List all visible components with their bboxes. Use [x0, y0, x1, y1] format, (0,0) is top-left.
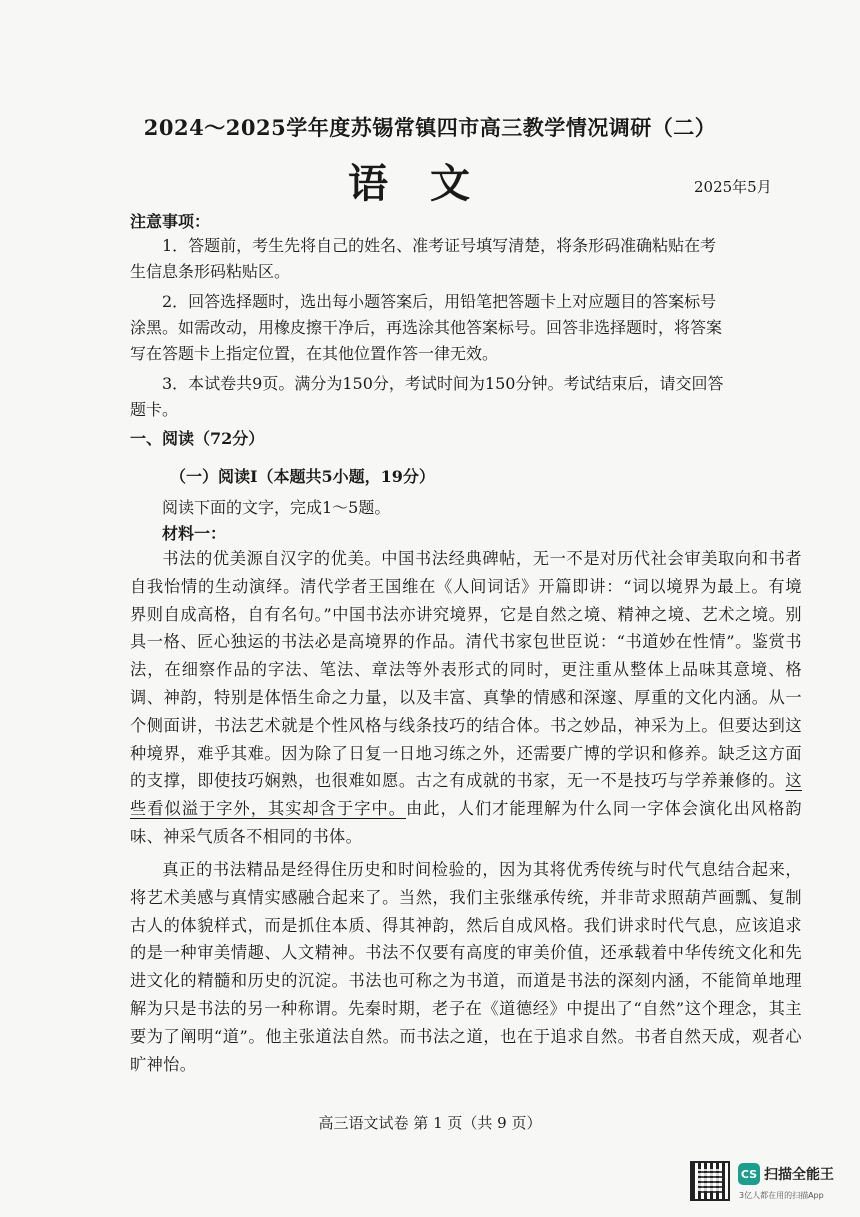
scanner-app-name: 扫描全能王	[764, 1167, 834, 1183]
notice-heading: 注意事项：	[130, 212, 211, 231]
passage-p1-ending: 由此，人们才能理解为什么同一字体会演化出风格韵味、神采气质各不相同的书体。	[130, 799, 802, 846]
notice-item-1: 1．答题前，考生先将自己的姓名、准考证号填写清楚，将条形码准确粘贴在考生信息条形码粘贴区。	[130, 236, 717, 281]
notice-item-3: 3．本试卷共9页。满分为150分，考试时间为150分钟。考试结束后，请交回答题卡。	[130, 374, 724, 419]
passage-paragraph-1	[130, 545, 802, 851]
notice-item-2: 2．回答选择题时，选出每小题答案后，用铅笔把答题卡上对应题目的答案标号涂黑。如需改动，用橡皮擦干净后，再选涂其他答案标号。回答非选择题时，将答案写在答题卡上指定位置，在其他位置作答一律无效。	[130, 292, 723, 363]
reading-instruction: 阅读下面的文字，完成1～5题。	[162, 498, 391, 517]
passage-paragraph-2: 真正的书法精品是经得住历史和时间检验的，因为其将优秀传统与时代气息结合起来，将艺术美感与真情实感融合起来了。当然，我们主张继承传统，并非苛求照葫芦画瓢、复制古人的体貌样式，而是抓住本质、得其神韵，然后自成风格。我们讲求时代气息，应该追求的是一种审美情趣、人文精神。书法不仅要有高度的审美价值，还承载着中华传统文化和先进文化的精髓和历史的沉淀。书法也可称之为书道，而道是书法的深刻内涵，不能简单地理解为只是书法的另一种称谓。先秦时期，老子在《道德经》中提出了“自然”这个理念，其主要为了阐明“道”。他主张道法自然。而书法之道，也在于追求自然。书者自然天成，观者心旷神怡。	[130, 860, 802, 1074]
scanner-tagline: 3亿人都在用的扫描App	[739, 1191, 824, 1200]
page-footer: 高三语文试卷 第 1 页（共 9 页）	[318, 1114, 542, 1132]
exam-date: 2025年5月	[694, 178, 772, 196]
camscanner-logo-icon: CS	[738, 1163, 760, 1185]
section-subtitle: （一）阅读Ⅰ（本题共5小题，19分）	[170, 467, 435, 486]
qr-code-icon	[690, 1161, 730, 1201]
underlined-sentence: 这些看似溢于字外，其实却含于字中。	[130, 771, 802, 819]
material-label: 材料一：	[162, 524, 227, 543]
subject-title: 语文	[348, 160, 512, 207]
section-title: 一、阅读（72分）	[130, 429, 265, 448]
exam-title: 2024～2025学年度苏锡常镇四市高三教学情况调研（二）	[143, 115, 717, 140]
passage-p1-text: 书法的优美源自汉字的优美。中国书法经典碑帖，无一不是对历代社会审美取向和书者自我怡情的生动演绎。清代学者王国维在《人间词话》开篇即讲：“词以境界为最上。有境界则自成高格，自有名句。”中国书法亦讲究境界，它是自然之境、精神之境、艺术之境。别具一格、匠心独运的书法必是高境界的作品。清代书家包世臣说：“书道妙在性情”。鉴赏书法，在细察作品的字法、笔法、章法等外表形式的同时，更注重从整体上品味其意境、格调、神韵，特别是体悟生命之力量，以及丰富、真挚的情感和深邃、厚重的文化内涵。从一个侧面讲，书法艺术就是个性风格与线条技巧的结合体。书之妙品，神采为上。但要达到这种境界，难乎其难。因为除了日复一日地习练之外，还需要广博的学识和修养。缺乏这方面的支撑，即使技巧娴熟，也很难如愿。古之有成就的书家，无一不是技巧与学养兼修的。	[130, 549, 802, 791]
